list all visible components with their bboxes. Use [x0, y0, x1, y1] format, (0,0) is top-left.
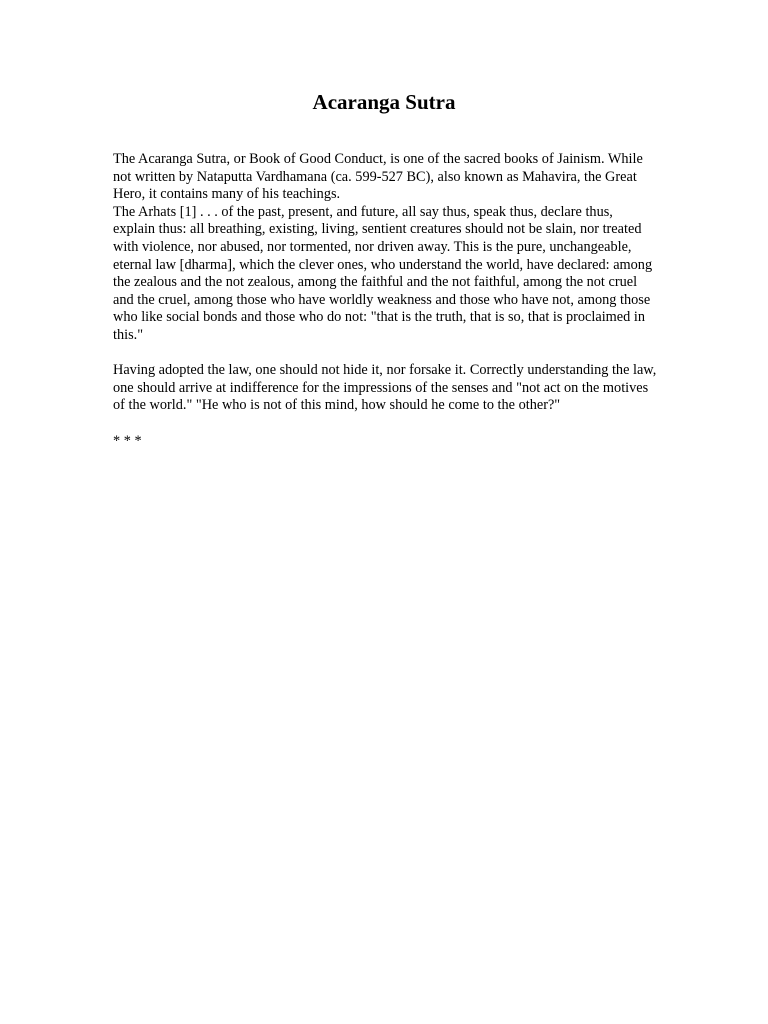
paragraph-arhats: The Arhats [1] . . . of the past, present, and future, all say thus, speak thus, declare thus, explain thus: all breathing, existing, living, sentient creatures should not be slain, nor treated with violence, nor abused, nor tormented, nor driven away. This is the pure, unchangeable, eternal law [dharma], which the clever ones, who understand the world, have declared: among the zealous and the not zealous, among the faithful and the not faithful, among the not cruel and the cruel, among those who have worldly weakness and those who have not, among those who like social bonds and those who do not: "that is the truth, that is so, that is proclaimed in this." [113, 203, 653, 343]
paragraph-intro: The Acaranga Sutra, or Book of Good Conduct, is one of the sacred books of Jainism. While not written by Nataputta Vardhamana (ca. 599-527 BC), also known as Mahavira, the Great Hero, it contains many of his teachings. [113, 151, 643, 203]
paragraph-law: Having adopted the law, one should not hide it, nor forsake it. Correctly understanding the law, one should arrive at indifference for the impressions of the senses and "not act on the motives of the world." "He who is not of this mind, how should he come to the other?" [113, 362, 657, 414]
paragraph-gap [113, 345, 658, 363]
page-title: Acaranga Sutra [312, 90, 456, 114]
section-separator: * * * [113, 432, 142, 449]
paragraph-gap [113, 415, 658, 433]
document-body [113, 151, 658, 450]
